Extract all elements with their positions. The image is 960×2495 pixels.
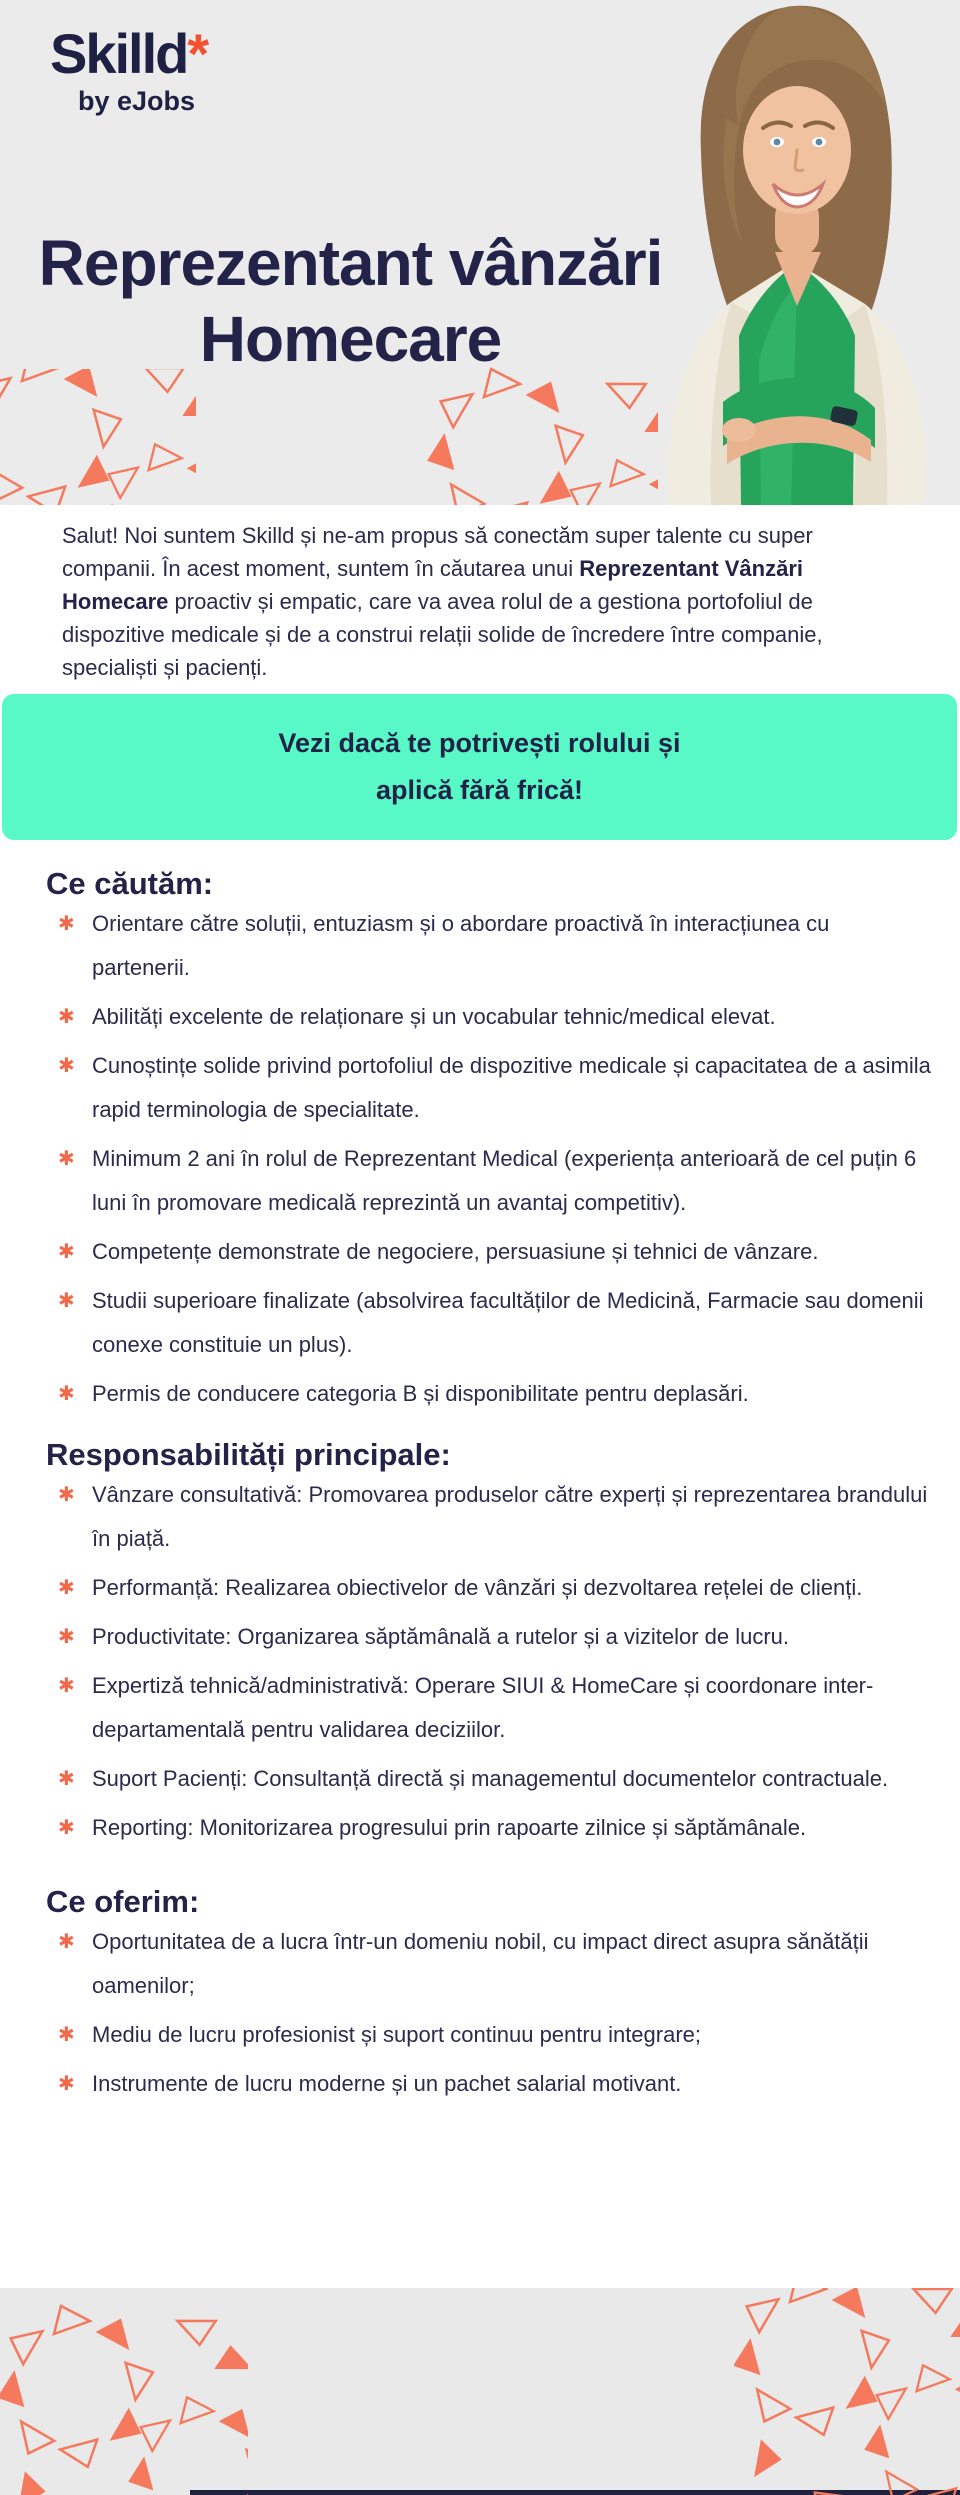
list-item-text: Orientare către soluții, entuziasm și o abordare proactivă în interacțiunea cu partenerii. bbox=[92, 911, 830, 980]
asterisk-bullet-icon: ✱ bbox=[58, 1484, 75, 1506]
list-item-text: Reporting: Monitorizarea progresului prin rapoarte zilnice și săptămânale. bbox=[92, 1815, 807, 1840]
asterisk-logo-icon: * bbox=[187, 22, 208, 85]
list-item-text: Abilități excelente de relaționare și un vocabular tehnic/medical elevat. bbox=[92, 1004, 776, 1029]
section-heading: Responsabilități principale: bbox=[46, 1437, 451, 1472]
skilld-logo[interactable] bbox=[50, 22, 208, 117]
section-responsabilitati bbox=[0, 1421, 960, 1850]
list-item bbox=[58, 1566, 933, 1610]
section-heading: Ce oferim: bbox=[46, 1884, 200, 1919]
asterisk-bullet-icon: ✱ bbox=[58, 1626, 75, 1648]
list-item-text: Minimum 2 ani în rolul de Reprezentant Medical (experiența anterioară de cel puțin 6 luni în promovare medicală reprezintă un avantaj competitiv). bbox=[92, 1146, 917, 1215]
bullet-list bbox=[58, 902, 933, 1416]
list-item bbox=[58, 1230, 933, 1274]
content-area bbox=[0, 505, 960, 2288]
asterisk-bullet-icon: ✱ bbox=[58, 1006, 75, 1028]
logo-text: Skilld bbox=[50, 22, 188, 85]
list-item-text: Permis de conducere categoria B și disponibilitate pentru deplasări. bbox=[92, 1381, 749, 1406]
list-item-text: Studii superioare finalizate (absolvirea facultăților de Medicină, Farmacie sau domenii conexe constituie un plus). bbox=[92, 1288, 924, 1357]
page-title-line2: Homecare bbox=[199, 302, 502, 375]
asterisk-bullet-icon: ✱ bbox=[58, 2024, 75, 2046]
asterisk-bullet-icon: ✱ bbox=[58, 1383, 75, 1405]
asterisk-bullet-icon: ✱ bbox=[58, 1148, 75, 1170]
list-item-text: Competențe demonstrate de negociere, persuasiune și tehnici de vânzare. bbox=[92, 1239, 819, 1264]
list-item-text: Suport Pacienți: Consultanță directă și managementul documentelor contractuale. bbox=[92, 1766, 889, 1791]
list-item bbox=[58, 1757, 933, 1801]
page-title-line1: Reprezentant vânzări bbox=[38, 227, 663, 299]
asterisk-bullet-icon: ✱ bbox=[58, 1577, 75, 1599]
list-item-text: Expertiză tehnică/administrativă: Operare SIUI & HomeCare și coordonare inter-departamentală pentru validarea deciziilor. bbox=[92, 1673, 874, 1742]
list-item bbox=[58, 2062, 933, 2106]
asterisk-bullet-icon: ✱ bbox=[58, 2073, 75, 2095]
asterisk-bullet-icon: ✱ bbox=[58, 1055, 75, 1077]
logo-wordmark bbox=[50, 22, 208, 85]
asterisk-bullet-icon: ✱ bbox=[58, 1768, 75, 1790]
intro-role-bold: Reprezentant Vânzări Homecare bbox=[62, 556, 804, 614]
asterisk-bullet-icon: ✱ bbox=[58, 1241, 75, 1263]
footer-section bbox=[0, 2288, 960, 2495]
list-item-text: Instrumente de lucru moderne și un pachet salarial motivant. bbox=[92, 2071, 682, 2096]
list-item bbox=[58, 1615, 933, 1659]
page-title bbox=[28, 226, 673, 377]
triangle-pattern-decoration bbox=[0, 369, 196, 505]
section-heading: Ce căutăm: bbox=[46, 866, 214, 901]
list-item bbox=[58, 902, 933, 990]
list-item bbox=[58, 1044, 933, 1132]
list-item-text: Performanță: Realizarea obiectivelor de vânzări și dezvoltarea rețelei de clienți. bbox=[92, 1575, 863, 1600]
cta-banner-line2: aplică fără frică! bbox=[375, 775, 584, 805]
list-item-text: Cunoștințe solide privind portofoliul de dispozitive medicale și capacitatea de a asimila rapid terminologia de specialitate. bbox=[92, 1053, 931, 1122]
triangle-pattern-decoration bbox=[418, 365, 658, 505]
list-item-text: Oportunitatea de a lucra într-un domeniu nobil, cu impact direct asupra sănătății oamenilor; bbox=[92, 1929, 869, 1998]
asterisk-bullet-icon: ✱ bbox=[58, 1675, 75, 1697]
triangle-pattern-decoration bbox=[0, 2282, 248, 2495]
list-item-text: Mediu de lucru profesionist și suport continuu pentru integrare; bbox=[92, 2022, 702, 2047]
list-item bbox=[58, 1920, 933, 2008]
list-item bbox=[58, 1137, 933, 1225]
list-item bbox=[58, 1279, 933, 1367]
cta-banner[interactable] bbox=[2, 694, 957, 840]
intro-text-after: proactiv și empatic, care va avea rolul de a gestiona portofoliul de dispozitive medicale și de a construi relații solide de încredere între companie, specialiști și pacienți. bbox=[62, 589, 823, 680]
section-ce-oferim bbox=[0, 1855, 960, 2106]
list-item-text: Vânzare consultativă: Promovarea produselor către experți și reprezentarea brandului în piață. bbox=[92, 1482, 928, 1551]
intro-text-before: Salut! Noi suntem Skilld și ne-am propus să conectăm super talente cu super companii. În acest moment, suntem în căutarea unui bbox=[62, 523, 813, 581]
hero-photo-woman bbox=[630, 0, 960, 505]
intro-paragraph bbox=[62, 505, 862, 684]
list-item bbox=[58, 1664, 933, 1752]
list-item bbox=[58, 995, 933, 1039]
list-item bbox=[58, 1806, 933, 1850]
asterisk-bullet-icon: ✱ bbox=[58, 1817, 75, 1839]
bullet-list bbox=[58, 1473, 933, 1850]
cta-banner-line1: Vezi dacă te potrivești rolului și bbox=[278, 727, 681, 758]
list-item-text: Productivitate: Organizarea săptămânală a rutelor și a vizitelor de lucru. bbox=[92, 1624, 790, 1649]
list-item bbox=[58, 2013, 933, 2057]
hero-section bbox=[0, 0, 960, 505]
asterisk-bullet-icon: ✱ bbox=[58, 913, 75, 935]
asterisk-bullet-icon: ✱ bbox=[58, 1931, 75, 1953]
bullet-list bbox=[58, 1920, 933, 2106]
logo-byline: by eJobs bbox=[78, 86, 196, 116]
list-item bbox=[58, 1473, 933, 1561]
asterisk-bullet-icon: ✱ bbox=[58, 1290, 75, 1312]
section-ce-cautam bbox=[0, 840, 960, 1416]
list-item bbox=[58, 1372, 933, 1416]
